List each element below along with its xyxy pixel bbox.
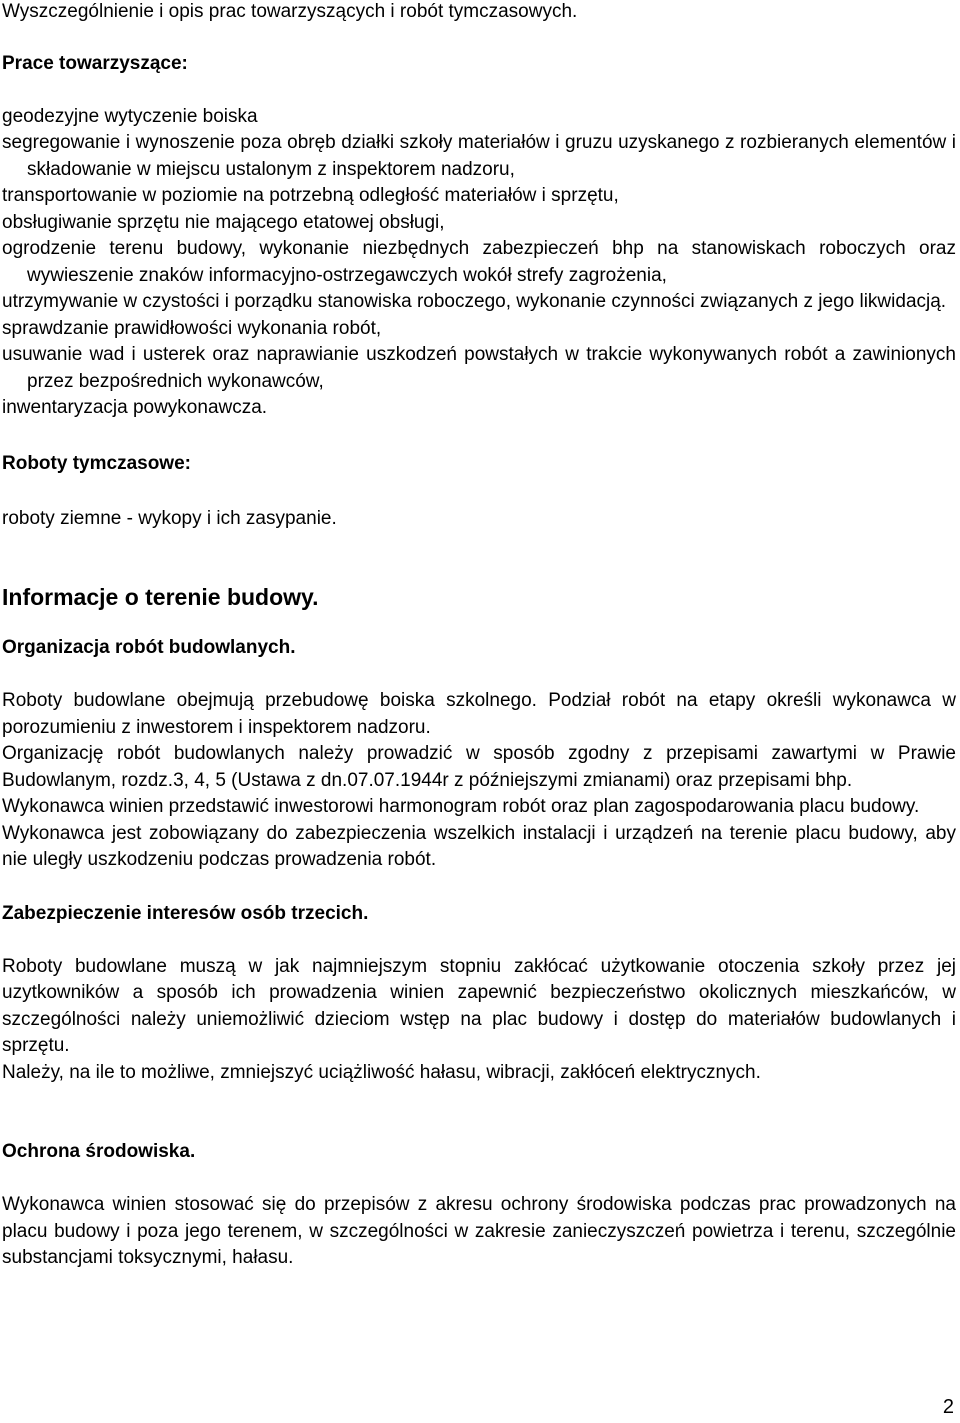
list-item: transportowanie w poziomie na potrzebną odległość materiałów i sprzętu, bbox=[2, 185, 619, 206]
paragraph: Należy, na ile to możliwe, zmniejszyć uciążliwość hałasu, wibracji, zakłóceń elektrycznych. bbox=[2, 1061, 761, 1083]
heading-organizacja: Organizacja robót budowlanych. bbox=[2, 637, 296, 658]
list-item: utrzymywanie w czystości i porządku stanowiska roboczego, wykonanie czynności związanych z jego likwidacją. bbox=[2, 291, 947, 312]
ochrona-paragraph: Wykonawca winien stosować się do przepisów z akresu ochrony środowiska podczas prac prowadzonych na placu budowy i poza jego terenem, w szczególności w zakresie zanieczyszczeń powietrza i terenu, szczególnie substancjami toksycznymi, hałasu. bbox=[2, 1194, 956, 1268]
document-page bbox=[2, 0, 956, 1272]
list-item: segregowanie i wynoszenie poza obręb działki szkoły materiałów i gruzu uzyskanego z rozbieranych elementów i składowanie w miejscu ustalonym z inspektorem nadzoru, bbox=[2, 132, 956, 180]
heading-informacje-teren: Informacje o terenie budowy. bbox=[2, 584, 319, 610]
heading-ochrona-srodowiska: Ochrona środowiska. bbox=[2, 1141, 196, 1162]
paragraph: Roboty budowlane obejmują przebudowę boiska szkolnego. Podział robót na etapy określi wykonawca w porozumieniu z inwestorem i inspektorem nadzoru. bbox=[2, 690, 956, 738]
roboty-item: roboty ziemne - wykopy i ich zasypanie. bbox=[2, 507, 337, 529]
heading-roboty-tymczasowe: Roboty tymczasowe: bbox=[2, 452, 191, 474]
organizacja-section bbox=[2, 688, 956, 874]
list-item: usuwanie wad i usterek oraz naprawianie uszkodzeń powstałych w trakcie wykonywanych robót a zawinionych przez bezpośrednich wykonawców, bbox=[2, 344, 956, 392]
prace-list bbox=[2, 104, 956, 422]
list-item: inwentaryzacja powykonawcza. bbox=[2, 397, 268, 418]
paragraph: Organizację robót budowlanych należy prowadzić w sposób zgodny z przepisami zawartymi w Prawie Budowlanym, rozdz.3, 4, 5 (Ustawa z dn.07.07.1944r z późniejszymi zmianami) oraz przepisami bhp. bbox=[2, 743, 956, 791]
page-number: 2 bbox=[942, 1396, 954, 1418]
paragraph: Wykonawca winien przedstawić inwestorowi harmonogram robót oraz plan zagospodarowania placu budowy. bbox=[2, 796, 920, 817]
zabezpieczenie-section bbox=[2, 954, 956, 1087]
list-item: sprawdzanie prawidłowości wykonania robót, bbox=[2, 317, 382, 339]
paragraph: Roboty budowlane muszą w jak najmniejszym stopniu zakłócać użytkowanie otoczenia szkoły przez jej uzytkowników a sposób ich prowadzenia winien zapewnić bezpieczeństwo okolicznych mieszkańców, w szczególności należy uniemożliwić dzieciom wstęp na plac budowy i dostęp do materiałów budowlanych i sprzętu. bbox=[2, 955, 956, 1056]
heading-zabezpieczenie: Zabezpieczenie interesów osób trzecich. bbox=[2, 902, 369, 924]
paragraph: Wykonawca jest zobowiązany do zabezpieczenia wszelkich instalacji i urządzeń na terenie placu budowy, aby nie uległy uszkodzeniu podczas prowadzenia robót. bbox=[2, 822, 956, 870]
intro-line: Wyszczególnienie i opis prac towarzyszących i robót tymczasowych. bbox=[2, 1, 578, 22]
heading-prace-towarzyszace: Prace towarzyszące: bbox=[2, 52, 188, 74]
list-item: obsługiwanie sprzętu nie mającego etatowej obsługi, bbox=[2, 211, 445, 233]
list-item: geodezyjne wytyczenie boiska bbox=[2, 105, 258, 127]
list-item: ogrodzenie terenu budowy, wykonanie niezbędnych zabezpieczeń bhp na stanowiskach roboczych oraz wywieszenie znaków informacyjno-ostrzegawczych wokół strefy zagrożenia, bbox=[2, 238, 956, 286]
